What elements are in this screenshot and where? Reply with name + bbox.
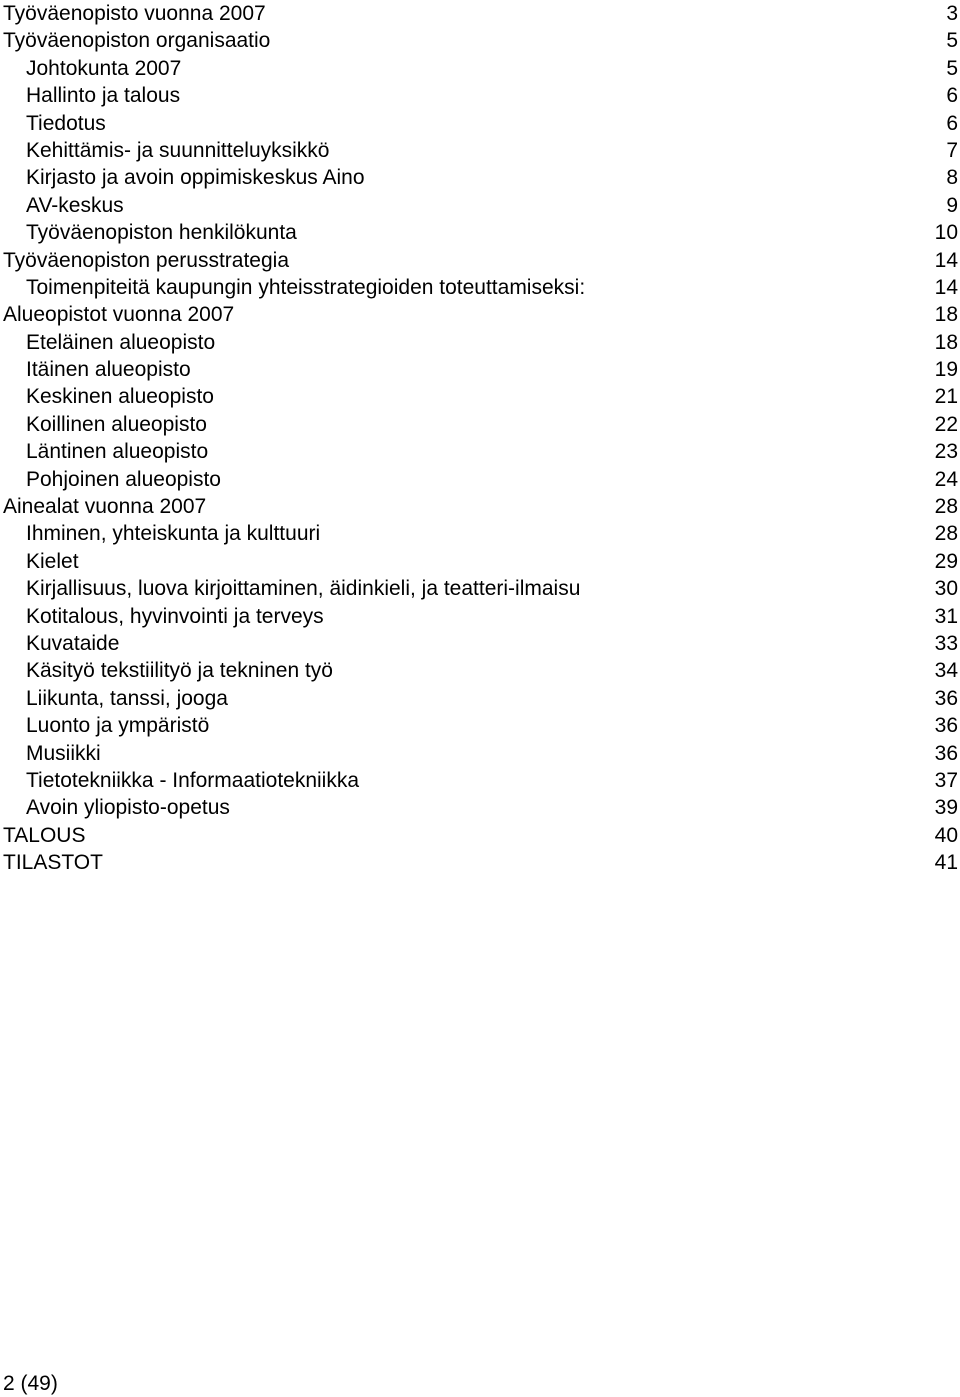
toc-entry-page-number: 5 [946,29,958,53]
toc-entry [0,548,960,575]
toc-entry-title: Musiikki [26,741,101,765]
toc-entry-title: Pohjoinen alueopisto [26,467,221,491]
toc-entry [0,219,960,246]
toc-entry [0,712,960,739]
toc-entry-title: Kuvataide [26,631,120,655]
toc-entry-page-number: 40 [934,823,958,847]
toc-entry-page-number: 21 [934,385,958,409]
toc-entry-page-number: 6 [946,84,958,108]
toc-entry-page-number: 39 [934,796,958,820]
toc-entry [0,657,960,684]
toc-entry [0,740,960,767]
toc-entry [0,356,960,383]
toc-entry-title: Tietotekniikka - Informaatiotekniikka [26,768,360,792]
toc-entry-title: Työväenopisto vuonna 2007 [3,2,266,25]
toc-entry-page-number: 6 [946,111,958,135]
toc-entry-title: Työväenopiston henkilökunta [26,221,297,245]
toc-entry-title: Työväenopiston perusstrategia [3,248,290,272]
toc-entry-title: Keskinen alueopisto [26,385,214,409]
toc-entry-page-number: 29 [934,549,958,573]
toc-entry [0,274,960,301]
toc-entry-page-number: 22 [934,412,958,436]
toc-entry-title: Kirjallisuus, luova kirjoittaminen, äidinkieli, ja teatteri-ilmaisu [26,577,581,601]
toc-entry [0,27,960,54]
toc-entry-page-number: 7 [946,138,958,162]
toc-entry-page-number: 31 [934,604,958,628]
toc-entry [0,411,960,438]
toc-entry [0,630,960,657]
toc-entry-page-number: 34 [934,659,958,683]
toc-entry [0,575,960,602]
toc-entry-page-number: 3 [946,2,958,25]
toc-entry-page-number: 28 [934,522,958,546]
toc-entry-title: Luonto ja ympäristö [26,714,210,738]
toc-entry-page-number: 8 [946,166,958,190]
toc-entry-title: Ihminen, yhteiskunta ja kulttuuri [26,522,321,546]
toc-entry [0,247,960,274]
toc-entry-page-number: 9 [946,193,958,217]
toc-entry-title: TILASTOT [3,851,103,875]
toc-entry-title: Tiedotus [26,111,106,135]
toc-entry-page-number: 36 [934,714,958,738]
toc-entry [0,849,960,876]
toc-entry [0,520,960,547]
toc-entry [0,794,960,821]
toc-entry [0,822,960,849]
toc-entry-title: Kirjasto ja avoin oppimiskeskus Aino [26,166,365,190]
toc-entry [0,767,960,794]
toc-entry-title: Työväenopiston organisaatio [3,29,271,53]
toc-entry [0,82,960,109]
toc-entry-title: Ainealat vuonna 2007 [3,495,207,519]
toc-entry [0,0,960,27]
toc-entry-title: Toimenpiteitä kaupungin yhteisstrategioiden toteuttamiseksi: [26,275,586,299]
page-number: 2 (49) [3,1372,58,1395]
toc-entry-page-number: 19 [934,358,958,382]
toc-entry-page-number: 14 [934,248,958,272]
toc-entry-title: Alueopistot vuonna 2007 [3,303,235,327]
toc-entry-page-number: 5 [946,56,958,80]
toc-entry-title: Itäinen alueopisto [26,358,191,382]
toc-entry-page-number: 41 [934,851,958,875]
toc-entry [0,55,960,82]
toc-entry-title: Avoin yliopisto-opetus [26,796,230,820]
toc-entry-page-number: 14 [934,275,958,299]
toc-entry-title: Hallinto ja talous [26,84,181,108]
toc-entry [0,137,960,164]
toc-entry-title: Kotitalous, hyvinvointi ja terveys [26,604,324,628]
toc-entry-title: Kielet [26,549,79,573]
toc-entry [0,438,960,465]
toc-entry [0,301,960,328]
toc-entry [0,685,960,712]
toc-entry-title: Johtokunta 2007 [26,56,182,80]
toc-entry-page-number: 18 [934,303,958,327]
toc-entry [0,164,960,191]
toc-entry-title: Käsityö tekstiilityö ja tekninen työ [26,659,333,683]
toc-entry [0,466,960,493]
toc-entry-page-number: 18 [934,330,958,354]
toc-entry-page-number: 28 [934,495,958,519]
toc-entry-title: Koillinen alueopisto [26,412,207,436]
toc-entry-title: Liikunta, tanssi, jooga [26,686,228,710]
toc-entry [0,603,960,630]
toc-entry-title: Läntinen alueopisto [26,440,209,464]
toc-entry [0,493,960,520]
toc-entry-page-number: 23 [934,440,958,464]
toc-entry-page-number: 36 [934,741,958,765]
toc-entry-title: TALOUS [3,823,86,847]
toc-entry-title: Kehittämis- ja suunnitteluyksikkö [26,138,330,162]
toc-entry-page-number: 36 [934,686,958,710]
toc-entry [0,383,960,410]
toc-entry [0,329,960,356]
toc-entry-page-number: 33 [934,631,958,655]
toc-entry-title: AV-keskus [26,193,124,217]
toc-entry [0,192,960,219]
toc-entry-page-number: 24 [934,467,958,491]
toc-entry [0,110,960,137]
toc-entry-page-number: 30 [934,577,958,601]
toc-entry-title: Eteläinen alueopisto [26,330,216,354]
toc-entry-page-number: 10 [934,221,958,245]
toc-entry-page-number: 37 [934,768,958,792]
